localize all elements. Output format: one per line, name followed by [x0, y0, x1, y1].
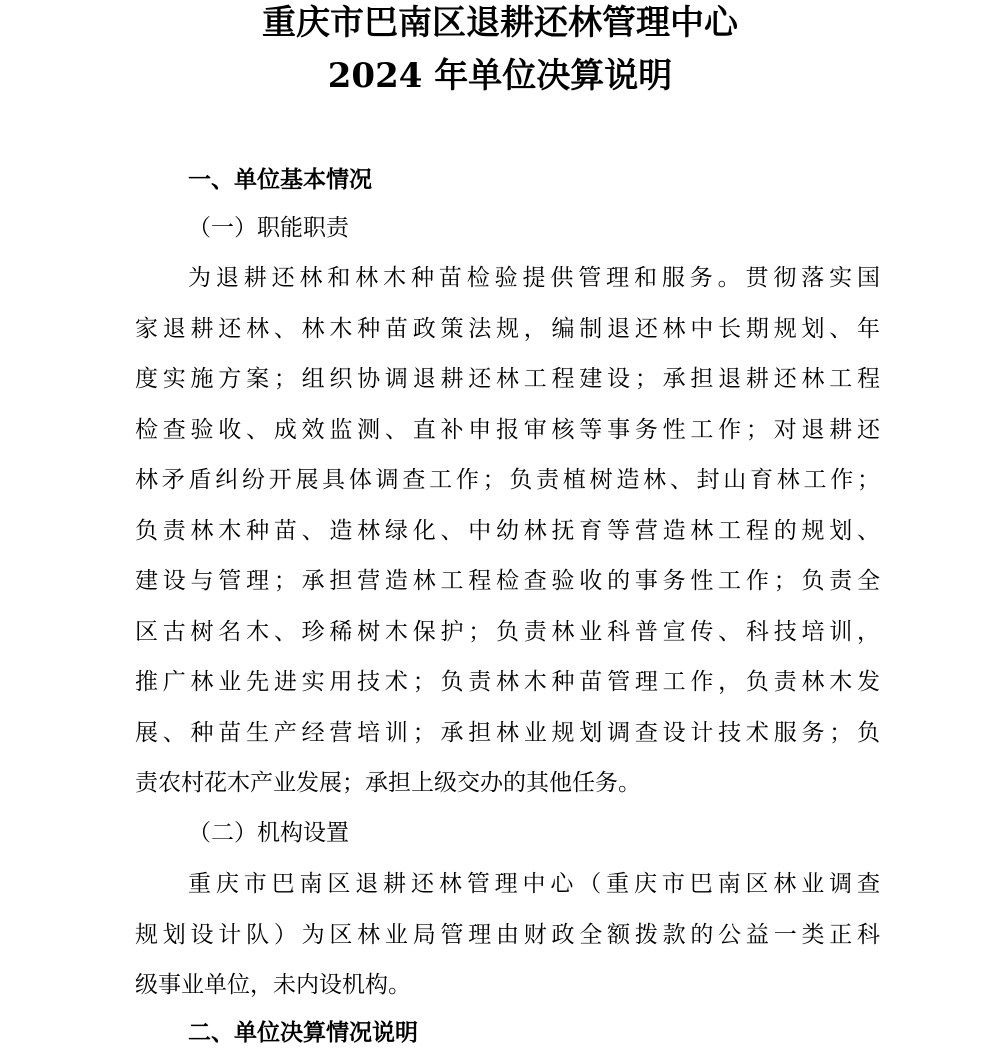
paragraph-line: 规划设计队）为区林业局管理由财政全额拨款的公益一类正科: [135, 922, 880, 948]
paragraph-line: 区古树名木、珍稀树木保护；负责林业科普宣传、科技培训，: [135, 619, 880, 645]
section-heading-basic-info: 一、单位基本情况: [188, 167, 372, 193]
paragraph-line: 责农村花木产业发展；承担上级交办的其他任务。: [135, 770, 641, 796]
document-subtitle: 2024 年单位决算说明: [327, 56, 673, 96]
paragraph-line: 为退耕还林和林木种苗检验提供管理和服务。贯彻落实国: [188, 265, 880, 291]
subsection-heading-organization: （二）机构设置: [188, 820, 349, 846]
paragraph-line: 级事业单位，未内设机构。: [135, 972, 411, 998]
document-title: 重庆市巴南区退耕还林管理中心: [262, 3, 738, 43]
paragraph-line: 展、种苗生产经营培训；承担林业规划调查设计技术服务；负: [135, 720, 880, 746]
section-heading-final-accounts: 二、单位决算情况说明: [188, 1020, 418, 1046]
paragraph-line: 检查验收、成效监测、直补申报审核等事务性工作；对退耕还: [135, 417, 880, 443]
paragraph-line: 建设与管理；承担营造林工程检查验收的事务性工作；负责全: [135, 568, 880, 594]
paragraph-line: 推广林业先进实用技术；负责林木种苗管理工作，负责林木发: [135, 669, 880, 695]
paragraph-line: 林矛盾纠纷开展具体调查工作；负责植树造林、封山育林工作；: [135, 467, 880, 493]
subsection-heading-functions: （一）职能职责: [188, 215, 349, 241]
paragraph-line: 重庆市巴南区退耕还林管理中心（重庆市巴南区林业调查: [188, 871, 880, 897]
paragraph-line: 度实施方案；组织协调退耕还林工程建设；承担退耕还林工程: [135, 366, 880, 392]
paragraph-line: 负责林木种苗、造林绿化、中幼林抚育等营造林工程的规划、: [135, 518, 880, 544]
paragraph-line: 家退耕还林、林木种苗政策法规，编制退还林中长期规划、年: [135, 316, 880, 342]
